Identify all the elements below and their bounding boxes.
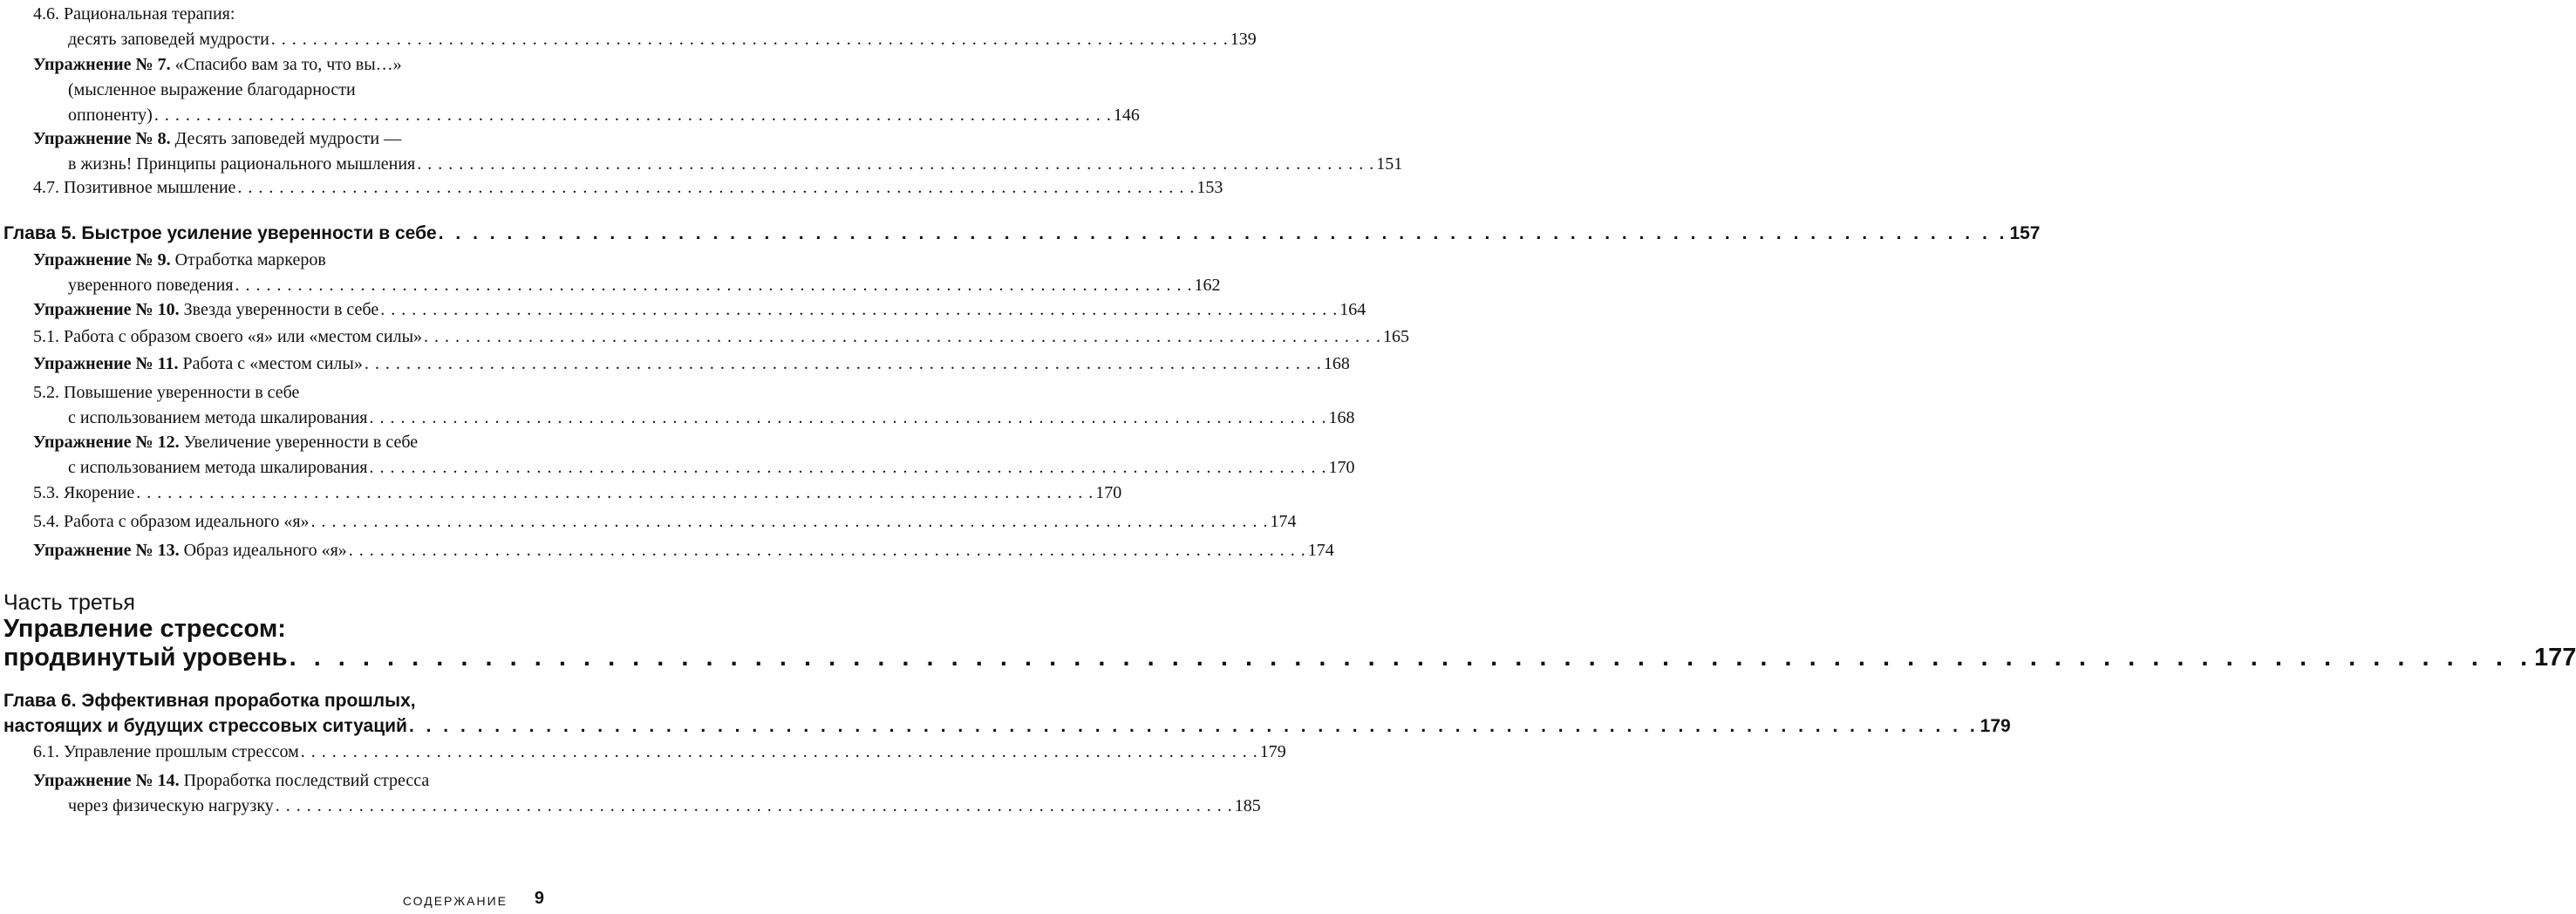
- page-number: 162: [1194, 276, 1221, 295]
- dot-leader: [237, 175, 1195, 201]
- exercise-label: Упражнение № 14.: [33, 771, 180, 790]
- page-number: 174: [1270, 512, 1297, 531]
- page-number: 164: [1339, 300, 1366, 319]
- toc-line: [33, 175, 1223, 201]
- toc-line: [33, 768, 580, 794]
- toc-line: [33, 297, 1366, 323]
- chapter-title: настоящих и будущих стрессовых ситуаций: [3, 716, 407, 736]
- toc-line: [33, 273, 1221, 298]
- dot-leader: [276, 794, 1233, 819]
- entry-text: Десять заповедей мудрости —: [170, 129, 402, 148]
- toc-chapter-6[interactable]: [0, 688, 2011, 739]
- entry-text: Образ идеального «я»: [179, 541, 347, 560]
- toc-entry-4-7[interactable]: [0, 175, 1223, 201]
- exercise-label: Упражнение № 10.: [33, 300, 180, 319]
- entry-text: «Спасибо вам за то, что вы…»: [170, 55, 402, 74]
- entry-text: уверенного поведения: [68, 276, 234, 295]
- toc-line: [33, 52, 580, 78]
- entry-text: Работа с «местом силы»: [178, 354, 363, 373]
- dot-leader: [349, 538, 1306, 563]
- page-number: 168: [1328, 408, 1355, 427]
- toc-line: [33, 794, 1261, 819]
- toc-line: [33, 380, 580, 406]
- dot-leader: [301, 740, 1258, 765]
- dot-leader: [424, 324, 1381, 350]
- toc-chapter-5[interactable]: [0, 221, 2041, 246]
- page-number: 146: [1113, 106, 1140, 125]
- toc-entry-exercise-12[interactable]: [0, 430, 1355, 481]
- entry-text: 4.7. Позитивное мышление: [33, 178, 236, 197]
- toc-entry-exercise-11[interactable]: [0, 351, 1350, 377]
- part-title-text: Управление стрессом:: [3, 615, 286, 643]
- toc-entry-exercise-7[interactable]: [0, 52, 1140, 128]
- dot-leader: [369, 455, 1326, 481]
- toc-entry-exercise-8[interactable]: [0, 126, 1403, 177]
- dot-leader: [365, 351, 1322, 377]
- page-number: 157: [2009, 223, 2041, 243]
- page-number: 174: [1307, 541, 1334, 560]
- toc-entry-5-3[interactable]: [0, 481, 1122, 506]
- dot-leader: [380, 297, 1338, 323]
- entry-text: 5.1. Работа с образом своего «я» или «местом силы»: [33, 327, 423, 346]
- entry-text: 6.1. Управление прошлым стрессом: [33, 742, 299, 761]
- entry-text: 5.4. Работа с образом идеального «я»: [33, 512, 310, 531]
- toc-line: [33, 455, 1355, 481]
- toc-entry-5-4[interactable]: [0, 509, 1297, 535]
- entry-text: оппоненту): [68, 106, 153, 125]
- part-label: Часть третья: [3, 590, 135, 615]
- page-number: 179: [1259, 742, 1286, 761]
- part-title[interactable]: [3, 615, 2576, 672]
- dot-leader: [235, 273, 1193, 298]
- dot-leader: [417, 152, 1374, 177]
- exercise-label: Упражнение № 8.: [33, 129, 171, 148]
- page-number: 177: [2534, 644, 2576, 672]
- toc-line: [3, 713, 2011, 739]
- toc-line: [33, 78, 580, 103]
- exercise-label: Упражнение № 9.: [33, 250, 171, 269]
- toc-line: [33, 27, 1257, 52]
- dot-leader: [369, 406, 1326, 431]
- toc-entry-5-2[interactable]: [0, 380, 1355, 431]
- toc-line: [33, 740, 1286, 765]
- entry-text: 5.3. Якорение: [33, 483, 135, 502]
- toc-line: [33, 152, 1403, 177]
- toc-line: [3, 221, 2041, 246]
- dot-leader: [271, 27, 1229, 52]
- entry-text: Увеличение уверенности в себе: [179, 433, 419, 452]
- toc-entry-exercise-13[interactable]: [0, 538, 1334, 563]
- part-title-line: [3, 644, 2576, 672]
- dot-leader: [136, 481, 1094, 506]
- exercise-label: Упражнение № 7.: [33, 55, 171, 74]
- toc-entry-exercise-14[interactable]: [0, 768, 1261, 819]
- toc-line: [3, 688, 550, 713]
- page-number: 168: [1323, 354, 1350, 373]
- entry-text: с использованием метода шкалирования: [68, 458, 368, 477]
- entry-text: через физическую нагрузку: [68, 796, 274, 815]
- toc-entry-5-1[interactable]: [0, 324, 1410, 350]
- dot-leader: [290, 644, 2532, 672]
- part-title-text: продвинутый уровень: [3, 644, 288, 672]
- toc-entry-exercise-9[interactable]: [0, 248, 1221, 298]
- toc-line: [33, 126, 580, 152]
- entry-text: десять заповедей мудрости: [68, 30, 269, 49]
- running-footer-section: СОДЕРЖАНИЕ: [402, 894, 508, 908]
- page-number: 185: [1234, 796, 1261, 815]
- entry-text: (мысленное выражение благодарности: [68, 80, 356, 99]
- toc-entry-6-1[interactable]: [0, 740, 1286, 765]
- part-title-line: [3, 615, 547, 644]
- page-number: 151: [1376, 154, 1403, 174]
- entry-text: Звезда уверенности в себе: [179, 300, 379, 319]
- exercise-label: Упражнение № 13.: [33, 541, 180, 560]
- toc-entry-exercise-10[interactable]: [0, 297, 1366, 323]
- dot-leader: [311, 509, 1269, 535]
- exercise-label: Упражнение № 11.: [33, 354, 179, 373]
- toc-line: [33, 538, 1334, 563]
- entry-text: в жизнь! Принципы рационального мышления: [68, 154, 416, 174]
- page-number: 165: [1383, 327, 1410, 346]
- chapter-title: Глава 5. Быстрое усиление уверенности в себе: [3, 223, 437, 243]
- page-number: 170: [1095, 483, 1122, 502]
- toc-line: [33, 509, 1297, 535]
- dot-leader: [439, 221, 2008, 246]
- entry-text: Отработка маркеров: [170, 250, 326, 269]
- toc-line: [33, 481, 1122, 506]
- toc-line: [33, 406, 1355, 431]
- page-number: 179: [1980, 716, 2011, 736]
- entry-text: Проработка последствий стресса: [179, 771, 430, 790]
- toc-line: [33, 324, 1410, 350]
- page-number: 153: [1196, 178, 1223, 197]
- toc-line: [33, 2, 580, 27]
- entry-text: 4.6. Рациональная терапия:: [33, 4, 235, 24]
- toc-line: [33, 351, 1350, 377]
- toc-line: [33, 248, 580, 273]
- toc-line: [33, 103, 1140, 128]
- chapter-title: Глава 6. Эффективная проработка прошлых,: [3, 691, 416, 711]
- toc-entry-4-6[interactable]: [0, 2, 1257, 52]
- page-folio: 9: [534, 889, 544, 908]
- dot-leader: [154, 103, 1112, 128]
- page-number: 170: [1328, 458, 1355, 477]
- dot-leader: [409, 713, 1979, 739]
- entry-text: с использованием метода шкалирования: [68, 408, 368, 427]
- page-number: 139: [1230, 30, 1257, 49]
- exercise-label: Упражнение № 12.: [33, 433, 180, 452]
- entry-text: 5.2. Повышение уверенности в себе: [33, 383, 300, 402]
- toc-line: [33, 430, 580, 455]
